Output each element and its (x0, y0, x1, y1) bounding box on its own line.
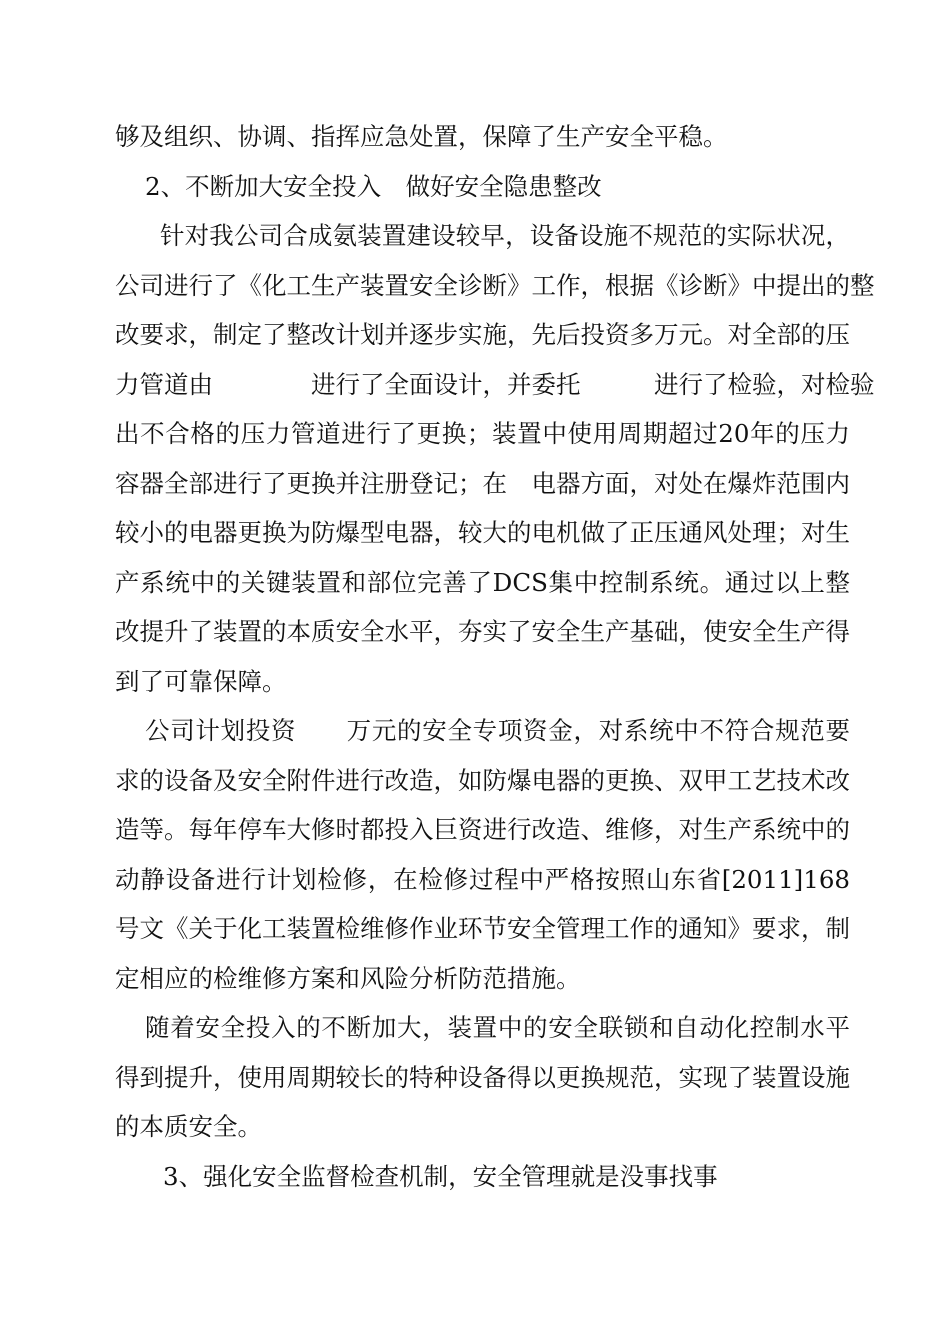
paragraph-line: 造等。每年停车大修时都投入巨资进行改造、维修，对生产系统中的 (115, 815, 850, 844)
paragraph-line: 够及组织、协调、指挥应急处置，保障了生产安全平稳。 (115, 122, 728, 151)
paragraph-line: 公司进行了《化工生产装置安全诊断》工作，根据《诊断》中提出的整 (115, 270, 875, 300)
paragraph-line: 定相应的检维修方案和风险分析防范措施。 (115, 963, 581, 993)
paragraph-line: 到了可靠保障。 (115, 666, 287, 696)
paragraph-line: 求的设备及安全附件进行改造，如防爆电器的更换、双甲工艺技术改 (115, 765, 850, 795)
paragraph-line: 较小的电器更换为防爆型电器，较大的电机做了正压通风处理；对生 (115, 518, 850, 547)
section-heading: 2、不断加大安全投入 做好安全隐患整改 (145, 171, 602, 201)
section-heading: 3、强化安全监督检查机制，安全管理就是没事找事 (163, 1161, 718, 1191)
paragraph-line: 随着安全投入的不断加大，装置中的安全联锁和自动化控制水平 (145, 1013, 850, 1042)
paragraph-line: 的本质安全。 (115, 1112, 262, 1141)
paragraph-line: 产系统中的关键装置和部位完善了DCS集中控制系统。通过以上整 (115, 567, 850, 597)
paragraph-line: 号文《关于化工装置检维修作业环节安全管理工作的通知》要求，制 (115, 914, 850, 943)
document-body (115, 112, 875, 1201)
paragraph-line: 动静设备进行计划检修，在检修过程中严格按照山东省[2011]168 (115, 864, 850, 894)
paragraph-line: 力管道由 进行了全面设计，并委托 进行了检验，对检验 (115, 369, 875, 399)
paragraph-line: 出不合格的压力管道进行了更换；装置中使用周期超过20年的压力 (115, 419, 850, 448)
paragraph-line: 容器全部进行了更换并注册登记；在 电器方面，对处在爆炸范围内 (115, 468, 850, 498)
paragraph-line: 公司计划投资 万元的安全专项资金，对系统中不符合规范要 (145, 716, 850, 745)
paragraph-line: 针对我公司合成氨装置建设较早，设备设施不规范的实际状况， (160, 221, 850, 250)
paragraph-line: 改提升了装置的本质安全水平，夯实了安全生产基础，使安全生产得 (115, 617, 850, 646)
paragraph-line: 得到提升，使用周期较长的特种设备得以更换规范，实现了装置设施 (115, 1062, 850, 1092)
paragraph-line: 改要求，制定了整改计划并逐步实施，先后投资多万元。对全部的压 (115, 320, 850, 349)
